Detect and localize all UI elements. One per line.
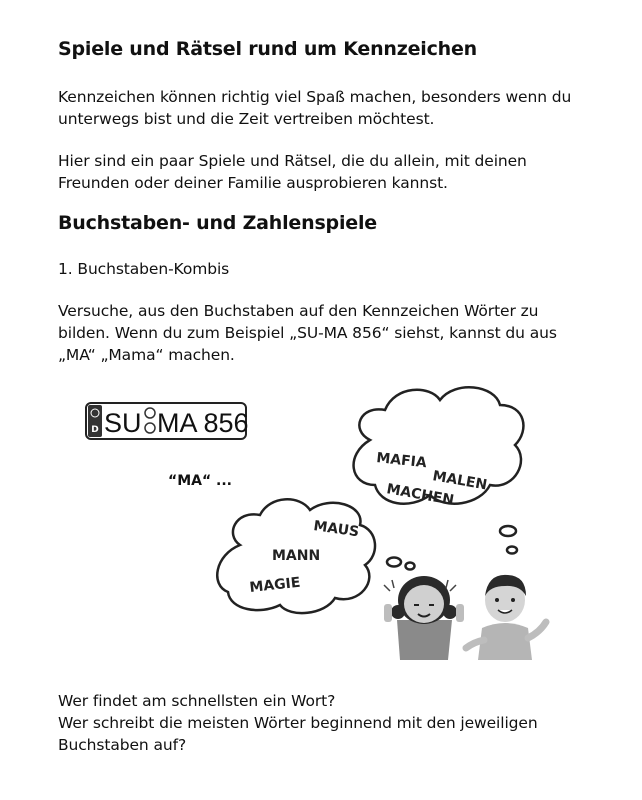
plate-right: MA 856 [157, 408, 249, 438]
page-title: Spiele und Rätsel rund um Kennzeichen [58, 38, 477, 60]
thought-cloud-right [354, 387, 524, 553]
cloud-word: MANN [272, 548, 321, 564]
closing-line-2: Wer schreibt die meisten Wörter beginnend mit den jeweiligen Buchstaben auf? [58, 714, 538, 754]
thought-cloud-left [217, 499, 414, 613]
boy-illustration [466, 575, 546, 660]
game-description: Versuche, aus den Buchstaben auf den Kennzeichen Wörter zu bilden. Wenn du zum Beispiel „SU-MA 856“ siehst, kannst du aus „MA“ „Mama“ machen. [58, 302, 557, 364]
plate-left: SU [104, 408, 142, 438]
cloud-word: MACHEN [385, 481, 456, 509]
cloud-word: MAGIE [248, 574, 302, 596]
intro-paragraph-1: Kennzeichen können richtig viel Spaß machen, besonders wenn du unterwegs bist und die Zeit vertreiben möchtest. [58, 88, 572, 128]
cloud-word: MALEN [431, 468, 489, 494]
section-title: Buchstaben- und Zahlenspiele [58, 212, 377, 234]
cloud-word: MAUS [312, 518, 361, 541]
game-title: 1. Buchstaben-Kombis [58, 260, 230, 278]
plate-caption: “MA“ ... [168, 473, 232, 489]
closing-line-1: Wer findet am schnellsten ein Wort? [58, 692, 336, 710]
license-plate [86, 403, 249, 439]
plate-country: D [91, 425, 99, 435]
intro-paragraph-2: Hier sind ein paar Spiele und Rätsel, die du allein, mit deinen Freunden oder deiner Familie ausprobieren kannst. [58, 152, 527, 192]
girl-illustration [384, 576, 464, 660]
cloud-word: MAFIA [375, 450, 428, 472]
